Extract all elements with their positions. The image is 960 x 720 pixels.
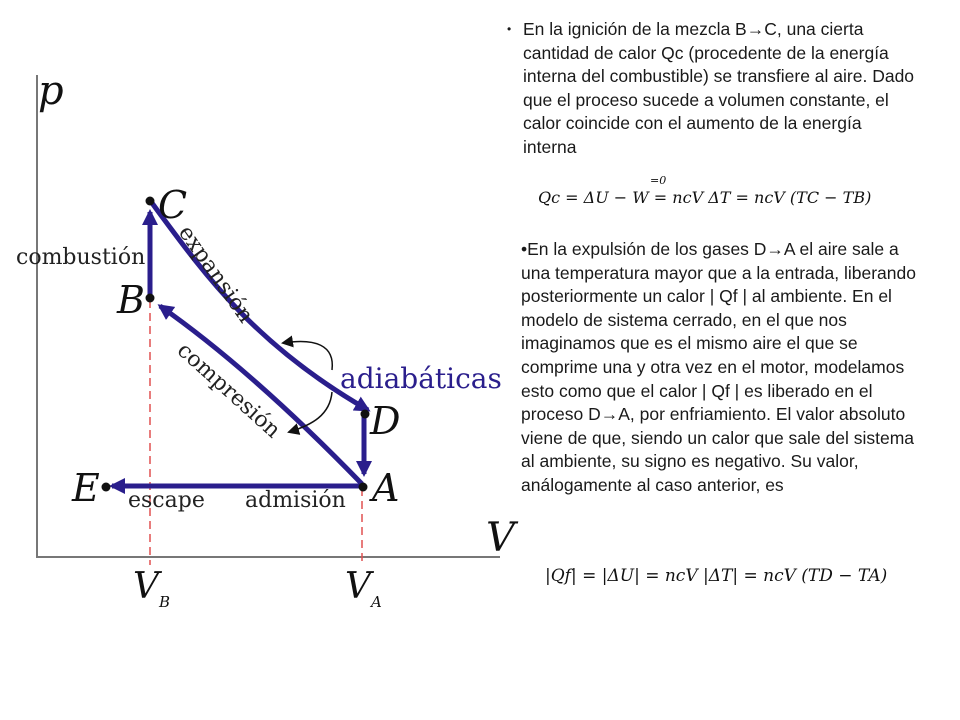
ignition-text: En la ignición de la mezcla B→C, una cierta cantidad de calor Qc (procedente de la energía interna del combustible) se transfiere al aire. Dado que el proceso sucede a volumen constante, el calor coincide con el aumento de la energía interna: [523, 19, 915, 157]
bullet-mark: •: [507, 22, 512, 36]
adiabatic-label: adiabáticas: [340, 362, 502, 395]
point-e-dot: [102, 483, 111, 492]
ignition-paragraph: [507, 18, 915, 178]
vb-tick-label: $V_B$: [133, 566, 171, 611]
point-d-label: D: [370, 399, 401, 443]
admission-label: admisión: [245, 488, 346, 513]
va-tick-label: $V_A$: [345, 566, 382, 611]
compression-label: compresión: [171, 337, 286, 444]
exhaust-text: •En la expulsión de los gases D→A el aire sale a una temperatura mayor que a la entrada, liberando posteriormente un calor | Qf | al ambiente. En el modelo de sistema cerrado, en el que nos imaginamos que es el mismo aire el que se comprime una y otra vez en el motor, modelamos esto como que el calor | Qf | es liberado en el proceso D→A, por enfriamiento. El valor absoluto viene de que, siendo un calor que sale del sistema al ambiente, su signo es negativo. Su valor, análogamente al caso anterior, es: [521, 239, 916, 495]
heat-input-formula-text: Qc = ΔU − W = ncV ΔT = ncV (TC − TB): [538, 188, 872, 207]
adiabatic-pointer-lower: [289, 392, 332, 432]
heat-input-formula: [538, 174, 872, 207]
point-d-dot: [361, 410, 370, 419]
exhaust-paragraph: [521, 238, 917, 498]
point-b-label: B: [117, 278, 145, 322]
point-a-dot: [359, 483, 368, 492]
heat-output-formula: |Qf| = |ΔU| = ncV |ΔT| = ncV (TD − TA): [545, 566, 888, 586]
expansion-label: expansión: [173, 221, 259, 328]
point-c-dot: [146, 197, 155, 206]
v-axis-label: V: [486, 515, 515, 561]
point-b-dot: [146, 294, 155, 303]
p-axis-label: p: [38, 68, 64, 114]
point-e-label: E: [72, 466, 100, 510]
combustion-label: combustión: [16, 245, 146, 270]
point-c-label: C: [158, 183, 188, 227]
point-a-label: A: [372, 466, 400, 510]
w-zero-note: =0: [650, 174, 667, 187]
escape-label: escape: [128, 488, 205, 513]
pv-diagram: [0, 60, 515, 620]
